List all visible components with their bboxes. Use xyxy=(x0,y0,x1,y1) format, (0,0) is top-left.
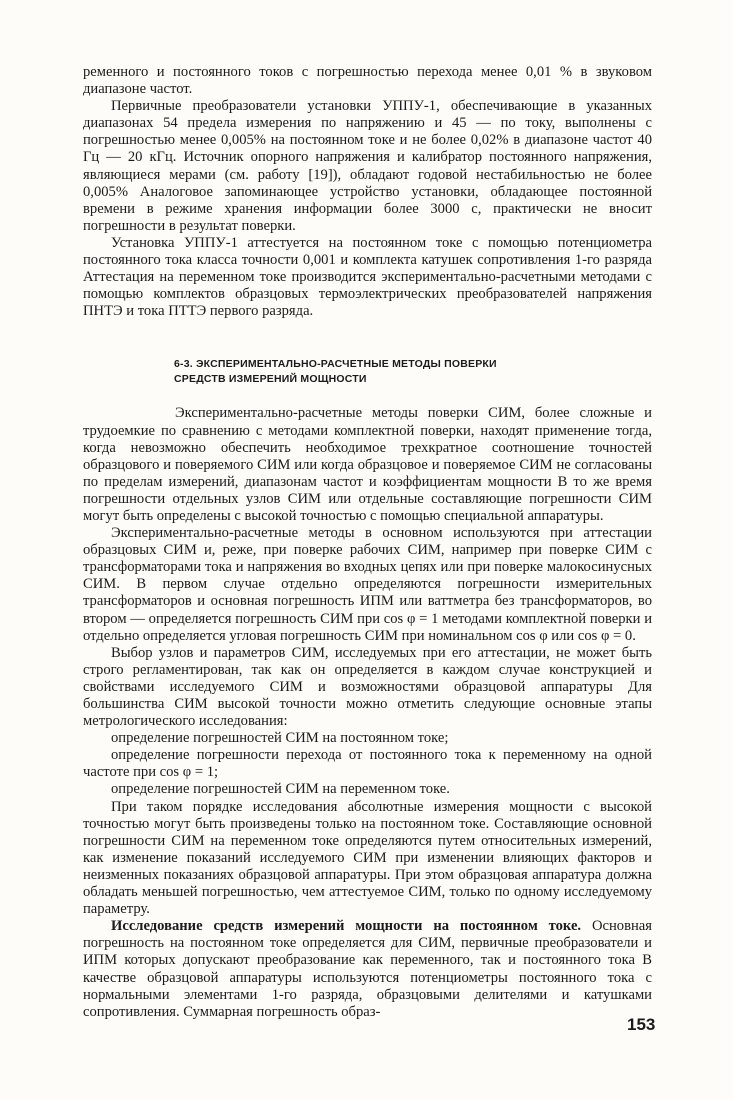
list-item: определение погрешностей СИМ на постоянном токе; xyxy=(111,730,449,747)
section-heading-line: СРЕДСТВ ИЗМЕРЕНИЙ МОЩНОСТИ xyxy=(174,373,367,386)
runin-text: Основная погрешность на постоянном токе определяется для СИМ, первичные преобразователи и ИПМ которых допускают преобразование как переменного, так и постоянного тока В качестве образцовой аппаратуры используются потенциометры постоянного тока с нормальными элементами 1-го разряда, образцовыми делителями и катушками сопротивления. Суммарная погрешность образ- xyxy=(83,918,652,1020)
page-number: 153 xyxy=(627,1015,656,1034)
paragraph: Установка УППУ-1 аттестуется на постоянном токе с помощью потенциометра постоянного тока класса точности 0,001 и комплекта катушек сопротивления 1-го разряда Аттестация на переменном токе производится экспериментально-расчетными методами с помощью комплектов образцовых термоэлектрических преобразователей напряжения ПНТЭ и тока ПТТЭ первого разряда. xyxy=(83,234,652,320)
list-item: определение погрешности перехода от постоянного тока к переменному на одной частоте при cos φ = 1; xyxy=(83,747,652,781)
paragraph: Экспериментально-расчетные методы поверки СИМ, более сложные и трудоемкие по сравнению с методами комплектной поверки, находят применение тогда, когда невозможно обеспечить необходимое трехкратное соотношение точностей образцового и поверяемого СИМ или когда образцовое и поверяемое СИМ не согласованы по пределам измерений, диапазонам частот и коэффициентам мощности В то же время погрешности отдельных узлов СИМ или отдельные составляющие погрешности СИМ могут быть определены с высокой точностью с помощью специальной аппаратуры. xyxy=(83,405,652,524)
paragraph: Экспериментально-расчетные методы в основном используются при аттестации образцовых СИМ и, реже, при поверке рабочих СИМ, например при поверке СИМ с трансформаторами тока и напряжения во входных цепях или при поверке малокосинусных СИМ. В первом случае отдельно определяются погрешности измерительных трансформаторов и основная погрешность ИПМ или ваттметра без трансформаторов, во втором — определяется погрешность СИМ при cos φ = 1 методами комплектной поверки и отдельно определяется угловая погрешность СИМ при номинальном cos φ или cos φ = 0. xyxy=(83,525,652,644)
section-heading xyxy=(174,357,652,387)
list-item: определение погрешностей СИМ на переменном токе. xyxy=(111,781,450,798)
page-text xyxy=(83,64,652,1021)
runin-title: Исследование средств измерений мощности на постоянном токе. xyxy=(111,918,582,935)
paragraph-continuation: ременного и постоянного токов с погрешностью перехода менее 0,01 % в звуковом диапазоне частот. xyxy=(83,64,652,98)
paragraph: Выбор узлов и параметров СИМ, исследуемых при его аттестации, не может быть строго регламентирован, так как он определяется в каждом случае конструкцией и свойствами исследуемого СИМ и возможностями образцовой аппаратуры Для большинства СИМ высокой точности можно отметить следующие основные этапы метрологического исследования: xyxy=(83,644,652,730)
paragraph: При таком порядке исследования абсолютные измерения мощности с высокой точностью могут быть произведены только на постоянном токе. Составляющие основной погрешности СИМ на переменном токе определяются путем относительных измерений, как изменение показаний исследуемого СИМ при изменении влияющих факторов и неизменных показаниях образцовой аппаратуры. При этом образцовая аппаратура должна обладать меньшей погрешностью, чем аттестуемое СИМ, только по одному исследуемому параметру. xyxy=(83,798,652,918)
paragraph: Первичные преобразователи установки УППУ-1, обеспечивающие в указанных диапазонах 54 предела измерения по напряжению и 45 — по току, выполнены с погрешностью менее 0,005% на постоянном токе и не более 0,02% в диапазоне частот 40 Гц — 20 кГц. Источник опорного напряжения и калибратор постоянного напряжения, являющиеся мерами (см. работу [19]), обладают годовой нестабильностью не более 0,005% Аналоговое запоминающее устройство установки, обладающее постоянной времени в режиме хранения информации более 3000 с, практически не вносит погрешности в результат поверки. xyxy=(83,98,652,234)
section-heading-line: 6-3. ЭКСПЕРИМЕНТАЛЬНО-РАСЧЕТНЫЕ МЕТОДЫ ПОВЕРКИ xyxy=(174,358,497,371)
paragraph-runin xyxy=(83,918,652,1021)
